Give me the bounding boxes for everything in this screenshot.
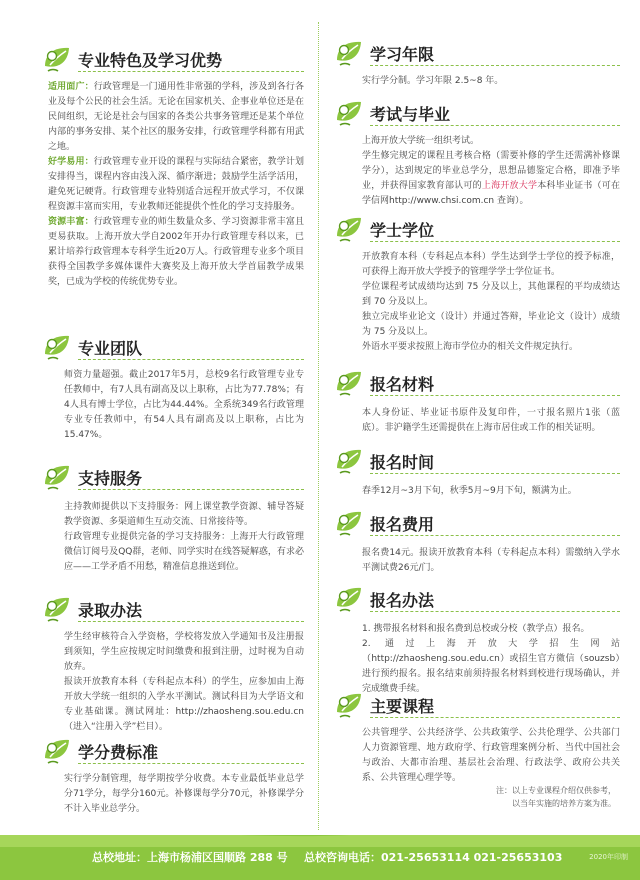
paragraph: 行政管理是一门通用性非常强的学科，涉及到各行各业及每个公民的社会生活。无论在国家机关、企事业单位还是在民间组织，无论是社会与国家的各类公共事务管理还是某个单位内部的事务安排、某个社区的服务安排，行政管理学科都有用武之地。 [48,82,304,152]
leaf-icon [334,446,366,476]
section-underline [370,395,620,397]
section-exam [334,98,620,209]
section-courses [334,690,620,786]
section-title: 报名办法 [370,591,435,610]
section-title: 主要课程 [370,697,435,716]
section-body [334,726,620,786]
paragraph: 本人身份证、毕业证书原件及复印件，一寸报名照片1张（蓝底）。非沪籍学生还需提供在上海市居住或工作的相关证明。 [362,408,620,433]
section-header [42,332,304,362]
section-header [334,368,620,398]
section-reg-time [334,446,620,499]
label-easy: 好学易用： [48,157,94,167]
section-title: 专业团队 [78,339,143,358]
paragraph: 开放教育本科（专科起点本科）学生达到学士学位的授予标准，可获得上海开放大学授予的管理学学士学位证书。 [362,252,620,277]
section-materials [334,368,620,436]
section-header [334,98,620,128]
paragraph: 师资力量超强。截止2017年5月，总校9名行政管理专业专任教师中，有7人具有副高及以上职称，占比为77.78%；有4人具有博士学位，占比为44.44%。全系统349名行政管理专业专任教师中，有54人具有副高及以上职称，占比为15.47%。 [64,370,304,440]
section-header [334,38,620,68]
leaf-icon [42,332,74,362]
section-body [334,484,620,499]
leaf-icon [334,38,366,68]
section-admission [42,594,304,735]
paragraph: 上海开放大学统一组织考试。 [362,136,480,146]
leaf-icon [334,508,366,538]
paragraph: 公共管理学、公共经济学、公共政策学、公共伦理学、公共部门人力资源管理、地方政府学、行政管理案例分析、当代中国社会与政治、大都市治理、基层社会治理、行政法学、政府公共关系、公共管理心理学等。 [362,728,620,783]
leaf-icon [334,368,366,398]
section-underline [370,125,620,127]
section-title: 报名材料 [370,375,435,394]
footnote [496,784,616,810]
section-body [334,134,620,209]
column-divider [318,22,320,830]
section-underline [78,489,304,491]
section-title: 考试与毕业 [370,105,451,124]
paragraph: 本科毕业证书（可在学信网http://www.chsi.com.cn 查询）。 [362,181,620,206]
label-wide: 适用面广： [48,82,94,92]
section-body [42,368,304,443]
paragraph: 春季12月~3月下旬，秋季5月~9月下旬，额满为止。 [362,486,577,496]
section-title: 支持服务 [78,469,143,488]
section-body [334,250,620,355]
section-header [334,584,620,614]
section-reg-fee [334,508,620,576]
section-degree [334,214,620,355]
section-underline [370,65,620,67]
section-underline [370,717,620,719]
footer-phone: 总校咨询电话：021-25653114 021-25653103 [304,851,563,864]
section-underline [78,621,304,623]
paragraph: 报读开放教育本科（专科起点本科）的学生，应参加由上海开放大学统一组织的入学水平测试。测试科目为大学语文和专业基础课。测试网址：http://zhaosheng.sou.edu.cn（进入“注册入学”栏目）。 [64,677,304,732]
section-title: 学习年限 [370,45,435,64]
section-underline [78,763,304,765]
section-title: 专业特色及学习优势 [78,51,223,70]
leaf-icon [42,462,74,492]
section-header [42,594,304,624]
section-body [334,406,620,436]
section-underline [370,473,620,475]
section-body [42,500,304,575]
section-reg-method [334,584,620,697]
section-underline [78,71,304,73]
section-years [334,38,620,89]
paragraph: 2. 通过上海开放大学招生网站（http://zhaosheng.sou.edu.cn）或招生官方微信（souzsb）进行预约报名。报名结束前须持报名材料到校进行现场确认，并完成缴费手续。 [362,639,620,694]
section-title: 学士学位 [370,221,435,240]
section-body [42,630,304,735]
paragraph: 报名费14元。报读开放教育本科（专科起点本科）需缴纳入学水平测试费26元/门。 [362,548,620,573]
section-header [42,462,304,492]
paragraph: 学位课程考试成绩均达到 75 分及以上，其他课程的平均成绩达到 70 分及以上。 [362,282,620,307]
paragraph: 独立完成毕业论文（设计）并通过答辩，毕业论文（设计）成绩为 75 分及以上。 [362,312,620,337]
section-team [42,332,304,443]
leaf-icon [42,736,74,766]
paragraph: 行政管理专业开设的课程与实际结合紧密，教学计划安排得当，课程内容由浅入深、循序渐进；鼓励学生活学活用，避免死记硬背。行政管理专业特别适合远程开放式学习，不仅课程资源丰富而实用，专业教师还能提供个性化的学习支持服务。 [48,157,304,212]
section-underline [370,535,620,537]
section-features [42,44,304,290]
footer-address: 总校地址：上海市杨浦区国顺路 288 号 [92,851,288,864]
section-body [42,772,304,817]
section-header [334,690,620,720]
paragraph: 行政管理专业提供完备的学习支持服务：上海开大行政管理微信订阅号及QQ群，老师、同学实时在线答疑解惑，有求必应——工学矛盾不用愁，精准信息推送到位。 [64,532,304,572]
section-fees [42,736,304,817]
leaf-icon [42,594,74,624]
section-title: 录取办法 [78,601,143,620]
section-title: 报名费用 [370,515,435,534]
leaf-icon [334,214,366,244]
leaf-icon [334,98,366,128]
section-title: 报名时间 [370,453,435,472]
section-body [334,546,620,576]
paragraph: 实行学分制管理，每学期按学分收费。本专业最低毕业总学分71学分，每学分160元。补修课每学分70元，补修课学分不计入毕业总学分。 [64,774,304,814]
section-body [334,622,620,697]
footnote-line: 以当年实施的培养方案为准。 [512,799,616,808]
paragraph: 行政管理专业的师生数量众多、学习资源非常丰富且更易获取。上海开放大学自2002年开办行政管理专科以来，已累计培养行政管理本专科学生近20万人。行政管理专业多个项目获得全国教学多媒体课件大赛奖及上海开放大学首届教学成果奖，已成为学校的传统优势专业。 [48,217,304,287]
section-header [42,44,304,74]
paragraph: 1. 携带报名材料和报名费到总校或分校（教学点）报名。 [362,624,590,634]
leaf-icon [334,584,366,614]
leaf-icon [42,44,74,74]
leaf-icon [334,690,366,720]
footer-wave [0,835,640,847]
footnote-line: 注：以上专业课程介绍仅供参考， [496,786,616,795]
paragraph: 学生经审核符合入学资格，学校将发放入学通知书及注册报到须知，学生应按规定时间缴费和报到注册，过时视为自动放弃。 [64,632,304,672]
section-header [334,508,620,538]
paragraph: 外语水平要求按照上海市学位办的相关文件规定执行。 [362,342,579,352]
university-name: 上海开放大学 [481,181,538,191]
label-rich: 资源丰富： [48,217,94,227]
footer-print-year: 2020年印制 [589,853,628,861]
section-header [334,214,620,244]
section-body [42,80,304,290]
section-title: 学分费标准 [78,743,159,762]
section-support [42,462,304,575]
section-underline [370,241,620,243]
paragraph: 学生修完规定的课程且考核合格（需要补修的学生还需满补修课学分），达到规定的毕业总学分，思想品德鉴定合格，即准予毕业，并获得国家教育部认可的 [362,151,620,191]
section-underline [370,611,620,613]
footer-bar [0,835,640,880]
section-header [42,736,304,766]
section-header [334,446,620,476]
section-underline [78,359,304,361]
section-body [334,74,620,89]
paragraph: 实行学分制。学习年限 2.5~8 年。 [362,76,504,86]
paragraph: 主持教师提供以下支持服务：网上课堂教学资源、辅导答疑教学资源、多渠道师生互动交流、日常接待等。 [64,502,304,527]
